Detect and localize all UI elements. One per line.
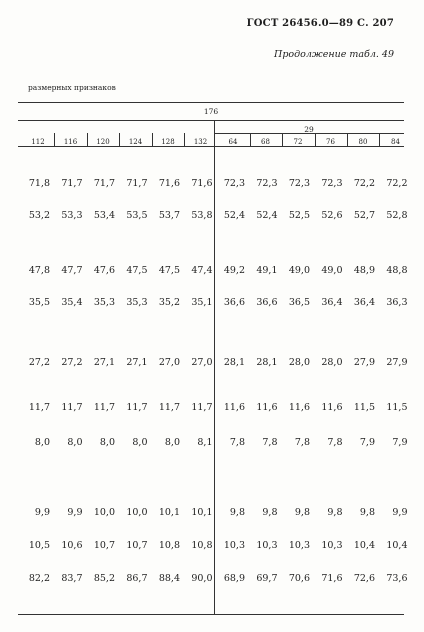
table-cell: 8,0 (67, 437, 83, 448)
table-cell: 47,7 (61, 265, 83, 276)
table-cell: 8,0 (99, 437, 115, 448)
table-cell: 11,6 (256, 402, 278, 413)
table-cell: 11,6 (223, 402, 245, 413)
table-cell: 10,4 (386, 540, 408, 551)
column-divider (315, 133, 316, 146)
table-cell: 10,4 (353, 540, 375, 551)
table-cell: 72,3 (288, 178, 310, 189)
table-cell: 7,9 (392, 437, 408, 448)
table-cell: 10,1 (191, 507, 213, 518)
column-divider (250, 133, 251, 146)
table-cell: 85,2 (93, 573, 115, 584)
column-divider (347, 133, 348, 146)
table-cell: 86,7 (126, 573, 148, 584)
column-divider (379, 133, 380, 146)
table-cell: 53,3 (61, 210, 83, 221)
table-cell: 27,9 (386, 357, 408, 368)
column-header: 124 (128, 138, 143, 146)
table-cell: 10,7 (126, 540, 148, 551)
table-cell: 27,0 (191, 357, 213, 368)
table-cell: 36,6 (256, 297, 278, 308)
table-cell: 47,8 (28, 265, 50, 276)
table-cell: 28,0 (288, 357, 310, 368)
column-divider (87, 133, 88, 146)
column-header: 132 (193, 138, 208, 146)
table-cell: 11,7 (61, 402, 83, 413)
table-cell: 27,1 (93, 357, 115, 368)
table-cell: 71,7 (61, 178, 83, 189)
table-cell: 27,0 (158, 357, 180, 368)
table-cell: 35,4 (61, 297, 83, 308)
table-cell: 49,2 (223, 265, 245, 276)
table-cell: 52,6 (321, 210, 343, 221)
column-divider (119, 133, 120, 146)
table-cell: 53,7 (158, 210, 180, 221)
table-cell: 9,8 (294, 507, 310, 518)
table-cell: 10,8 (191, 540, 213, 551)
table-cell: 9,9 (34, 507, 50, 518)
column-header: 76 (326, 138, 335, 146)
table-cell: 10,1 (158, 507, 180, 518)
table-cell: 9,8 (359, 507, 375, 518)
table-cell: 7,9 (359, 437, 375, 448)
table-cell: 83,7 (61, 573, 83, 584)
column-divider (54, 133, 55, 146)
table-cell: 27,9 (353, 357, 375, 368)
table-cell: 10,0 (93, 507, 115, 518)
table-cell: 35,5 (28, 297, 50, 308)
table-cell: 47,4 (191, 265, 213, 276)
table-cell: 71,7 (93, 178, 115, 189)
table-cell: 72,3 (256, 178, 278, 189)
table-cell: 35,2 (158, 297, 180, 308)
table-cell: 73,6 (386, 573, 408, 584)
table-cell: 70,6 (288, 573, 310, 584)
table-cell: 69,7 (256, 573, 278, 584)
table-cell: 10,8 (158, 540, 180, 551)
table-cell: 36,5 (288, 297, 310, 308)
table-cell: 11,6 (321, 402, 343, 413)
table-cell: 88,4 (158, 573, 180, 584)
column-header-rule (18, 146, 404, 147)
table-cell: 7,8 (327, 437, 343, 448)
table-cell: 11,7 (93, 402, 115, 413)
table-cell: 9,8 (327, 507, 343, 518)
table-cell: 72,2 (353, 178, 375, 189)
table-cell: 10,7 (93, 540, 115, 551)
table-cell: 36,4 (321, 297, 343, 308)
table-cell: 90,0 (191, 573, 213, 584)
table-subtitle: размерных признаков (28, 83, 116, 92)
table-cell: 11,6 (288, 402, 310, 413)
table-cell: 49,0 (321, 265, 343, 276)
page-header: ГОСТ 26456.0—89 С. 207 (246, 18, 394, 29)
column-header: 80 (358, 138, 368, 146)
table-cell: 9,8 (262, 507, 278, 518)
table-cell: 53,8 (191, 210, 213, 221)
table-cell: 52,7 (353, 210, 375, 221)
table-cell: 72,3 (321, 178, 343, 189)
table-cell: 10,0 (126, 507, 148, 518)
table-continuation-label: Продолжение табл. 49 (274, 49, 394, 60)
table-cell: 10,3 (321, 540, 343, 551)
table-cell: 35,3 (126, 297, 148, 308)
table-cell: 8,0 (132, 437, 148, 448)
table-cell: 52,8 (386, 210, 408, 221)
table-cell: 35,3 (93, 297, 115, 308)
table-cell: 52,4 (223, 210, 245, 221)
table-cell: 10,3 (288, 540, 310, 551)
table-cell: 71,6 (158, 178, 180, 189)
table-cell: 10,3 (223, 540, 245, 551)
column-divider (282, 133, 283, 146)
table-cell: 10,6 (61, 540, 83, 551)
table-cell: 47,6 (93, 265, 115, 276)
table-cell: 27,2 (61, 357, 83, 368)
table-cell: 48,8 (386, 265, 408, 276)
table-cell: 71,8 (28, 178, 50, 189)
table-cell: 68,9 (223, 573, 245, 584)
table-cell: 53,2 (28, 210, 50, 221)
table-cell: 72,2 (386, 178, 408, 189)
table-cell: 7,8 (294, 437, 310, 448)
column-header: 68 (261, 138, 270, 146)
column-header: 84 (391, 138, 400, 146)
table-cell: 72,6 (353, 573, 375, 584)
column-header: 128 (161, 138, 175, 146)
column-header: 116 (63, 138, 78, 146)
column-header: 112 (31, 138, 45, 146)
table-cell: 8,0 (164, 437, 180, 448)
table-cell: 47,5 (126, 265, 148, 276)
table-cell: 9,9 (67, 507, 83, 518)
column-header: 120 (96, 138, 110, 146)
table-cell: 72,3 (223, 178, 245, 189)
table-cell: 28,1 (256, 357, 278, 368)
table-cell: 10,5 (28, 540, 50, 551)
table-cell: 36,4 (353, 297, 375, 308)
table-cell: 11,5 (353, 402, 375, 413)
table-cell: 27,1 (126, 357, 148, 368)
column-divider (152, 133, 153, 146)
table-cell: 11,5 (386, 402, 408, 413)
table-bottom-rule (18, 614, 404, 615)
table-cell: 7,8 (262, 437, 278, 448)
table-cell: 28,0 (321, 357, 343, 368)
table-top-rule (18, 102, 404, 103)
subgroup-header-29: 29 (304, 125, 314, 134)
table-cell: 11,7 (126, 402, 148, 413)
table-cell: 49,0 (288, 265, 310, 276)
table-cell: 71,6 (191, 178, 213, 189)
table-cell: 36,3 (386, 297, 408, 308)
table-cell: 48,9 (353, 265, 375, 276)
table-cell: 9,9 (392, 507, 408, 518)
table-cell: 71,7 (126, 178, 148, 189)
table-cell: 52,5 (288, 210, 310, 221)
table-cell: 11,7 (158, 402, 180, 413)
table-cell: 71,6 (321, 573, 343, 584)
table-cell: 35,1 (191, 297, 213, 308)
table-cell: 28,1 (223, 357, 245, 368)
subgroup-header-rule (214, 133, 404, 134)
table-cell: 27,2 (28, 357, 50, 368)
table-cell: 7,8 (229, 437, 245, 448)
table-cell: 53,4 (93, 210, 115, 221)
table-cell: 8,1 (197, 437, 213, 448)
table-cell: 49,1 (256, 265, 278, 276)
table-cell: 11,7 (28, 402, 50, 413)
table-cell: 8,0 (34, 437, 50, 448)
column-header: 72 (293, 138, 303, 146)
column-divider (184, 133, 185, 146)
table-cell: 82,2 (28, 573, 50, 584)
table-cell: 10,3 (256, 540, 278, 551)
group-header-rule (18, 120, 404, 121)
table-cell: 47,5 (158, 265, 180, 276)
table-cell: 36,6 (223, 297, 245, 308)
table-cell: 53,5 (126, 210, 148, 221)
table-cell: 52,4 (256, 210, 278, 221)
group-header-176: 176 (203, 107, 219, 116)
table-cell: 11,7 (191, 402, 213, 413)
column-header: 64 (228, 138, 238, 146)
table-cell: 9,8 (229, 507, 245, 518)
